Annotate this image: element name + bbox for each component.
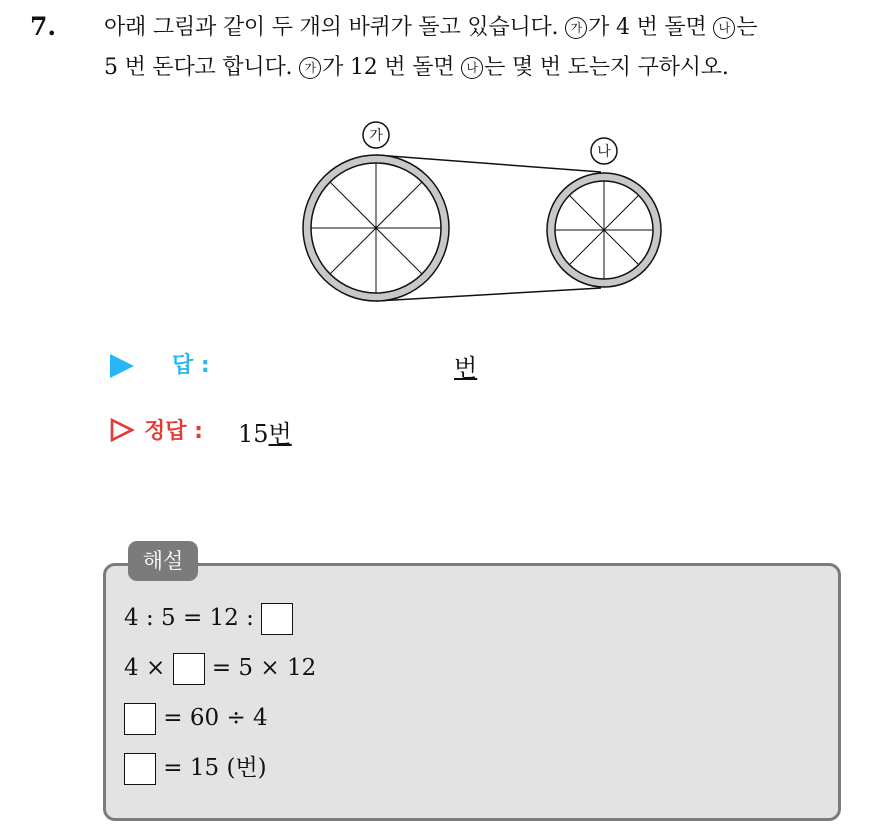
correct-answer-value	[238, 414, 292, 449]
blank-box	[124, 703, 156, 735]
correct-answer-unit: 번	[268, 420, 292, 448]
wheel-a-label: 가	[369, 128, 383, 144]
wheel-a	[303, 155, 449, 301]
explanation-tab: 해설	[128, 541, 198, 581]
circled-label-a: 가	[299, 57, 321, 79]
equation-2	[124, 650, 316, 686]
question-text: 는 몇 번 도는지 구하시오.	[484, 55, 729, 80]
wheel-b	[547, 173, 661, 287]
equation-text: 4 : 5 = 12 :	[124, 605, 262, 631]
triangle-outline-icon	[110, 418, 134, 442]
question-text: 5 번 돈다고 합니다.	[104, 55, 293, 80]
wheels-figure	[296, 110, 676, 310]
question-line-1	[104, 13, 757, 43]
wheel-b-label: 나	[597, 144, 611, 160]
correct-answer-number: 15	[238, 420, 269, 448]
blank-box	[124, 753, 156, 785]
equation-text: = 60 ÷ 4	[156, 705, 268, 731]
question-number: 7.	[30, 12, 57, 41]
equation-3	[124, 700, 268, 736]
equation-text: 4 ×	[124, 655, 173, 681]
equation-text: = 5 × 12	[204, 655, 317, 681]
blank-box	[173, 653, 205, 685]
equation-4	[124, 750, 267, 786]
equation-text: = 15 (번)	[156, 755, 267, 781]
answer-label: 답 :	[172, 353, 210, 378]
equation-1	[124, 600, 293, 636]
answer-unit: 번	[454, 354, 478, 382]
question-text: 아래 그림과 같이 두 개의 바퀴가 돌고 있습니다.	[104, 15, 559, 40]
question-text: 는	[736, 15, 758, 40]
question-line-2	[104, 53, 729, 83]
circled-label-b: 나	[713, 17, 735, 39]
question-text: 가 12 번 돌면	[322, 55, 455, 80]
circled-label-b: 나	[461, 57, 483, 79]
triangle-right-icon	[110, 354, 134, 378]
circled-label-a: 가	[565, 17, 587, 39]
blank-box	[261, 603, 293, 635]
question-text: 가 4 번 돌면	[588, 15, 707, 40]
correct-answer-label: 정답 :	[144, 419, 203, 444]
